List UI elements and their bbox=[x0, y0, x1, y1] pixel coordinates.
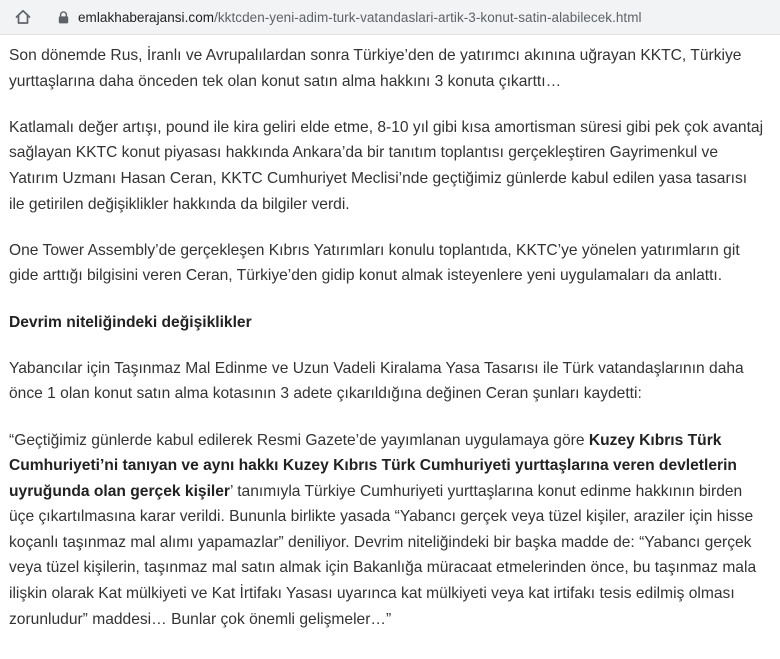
article-quote bbox=[9, 428, 764, 633]
article-paragraph-4: Yabancılar için Taşınmaz Mal Edinme ve Uzun Vadeli Kiralama Yasa Tasarısı ile Türk vatandaşlarının daha önce 1 olan konut satın alma kotasının 3 adete çıkarıldığına değinen Ceran şunları kaydetti: bbox=[9, 359, 744, 403]
article-paragraph-3: One Tower Assembly’de gerçekleşen Kıbrıs Yatırımları konulu toplantıda, KKTC’ye yönelen yatırımların git gide arttığı bilgisini veren Ceran, Türkiye’den gidip konut almak isteyenlere yeni uygulamaları da anlattı. bbox=[9, 241, 740, 285]
subheading-text: Devrim niteliğindeki değişiklikler bbox=[9, 313, 252, 331]
quote-start: “Geçtiğimiz günlerde kabul edilerek Resmi Gazete’de yayımlanan uygulamaya göre bbox=[9, 431, 589, 449]
quote-end: ’ tanımıyla Türkiye Cumhuriyeti yurttaşlarına konut edinme hakkının birden üçe çıkartılmasına karar verildi. Bununla birlikte yasada “Yabancı gerçek veya tüzel kişiler, araziler için hisse koçanlı taşınmaz mal alımı yapamazlar” deniliyor. Devrim niteliğindeki bir başka madde de: “Yabancı gerçek veya tüzel kişilerin, taşınmaz mal satın almak için Bakanlığa müracaat etmelerinden önce, bu taşınmaz mala ilişkin olarak Kat mülkiyeti ve Kat İrtifakı Yasası uyarınca kat mülkiyeti veya kat irtifakı tesis edilmiş olması zorunludur” maddesi… Bunlar çok önemli gelişmeler…” bbox=[9, 482, 757, 628]
article-paragraph-1: Son dönemde Rus, İranlı ve Avrupalılardan sonra Türkiye’den de yatırımcı akınına uğrayan KKTC, Türkiye yurttaşlarına daha önceden tek olan konut satın alma hakkını 3 konuta çıkarttı… bbox=[9, 47, 742, 90]
home-icon[interactable] bbox=[12, 6, 34, 28]
url-field[interactable] bbox=[78, 10, 642, 25]
quote-bold: Kuzey Kıbrıs Türk Cumhuriyeti’ni tanıyan ve aynı hakkı Kuzey Kıbrıs Türk Cumhuriyeti yurttaşlarına veren devletlerin uyruğunda olan gerçek kişiler bbox=[9, 431, 737, 500]
article-paragraph-2: Katlamalı değer artışı, pound ile kira geliri elde etme, 8-10 yıl gibi kısa amortisman süresi gibi pek çok avantaj sağlayan KKTC konut piyasası hakkında Ankara’da bir tanıtım toplantısı gerçekleştiren Gayrimenkul ve Yatırım Uzmanı Hasan Ceran, KKTC Cumhuriyet Meclisi’nde geçtiğimiz günlerde kabul edilen yasa tasarısı ile getirilen değişiklikler hakkında da bilgiler verdi. bbox=[9, 118, 764, 213]
lock-icon[interactable] bbox=[56, 10, 70, 24]
url-path: /kktcden-yeni-adim-turk-vatandaslari-artik-3-konut-satin-alabilecek.html bbox=[214, 9, 642, 25]
article-body bbox=[0, 35, 780, 632]
browser-address-bar bbox=[0, 0, 780, 35]
article-subheading bbox=[9, 310, 764, 336]
url-domain: emlakhaberajansi.com bbox=[78, 9, 215, 25]
